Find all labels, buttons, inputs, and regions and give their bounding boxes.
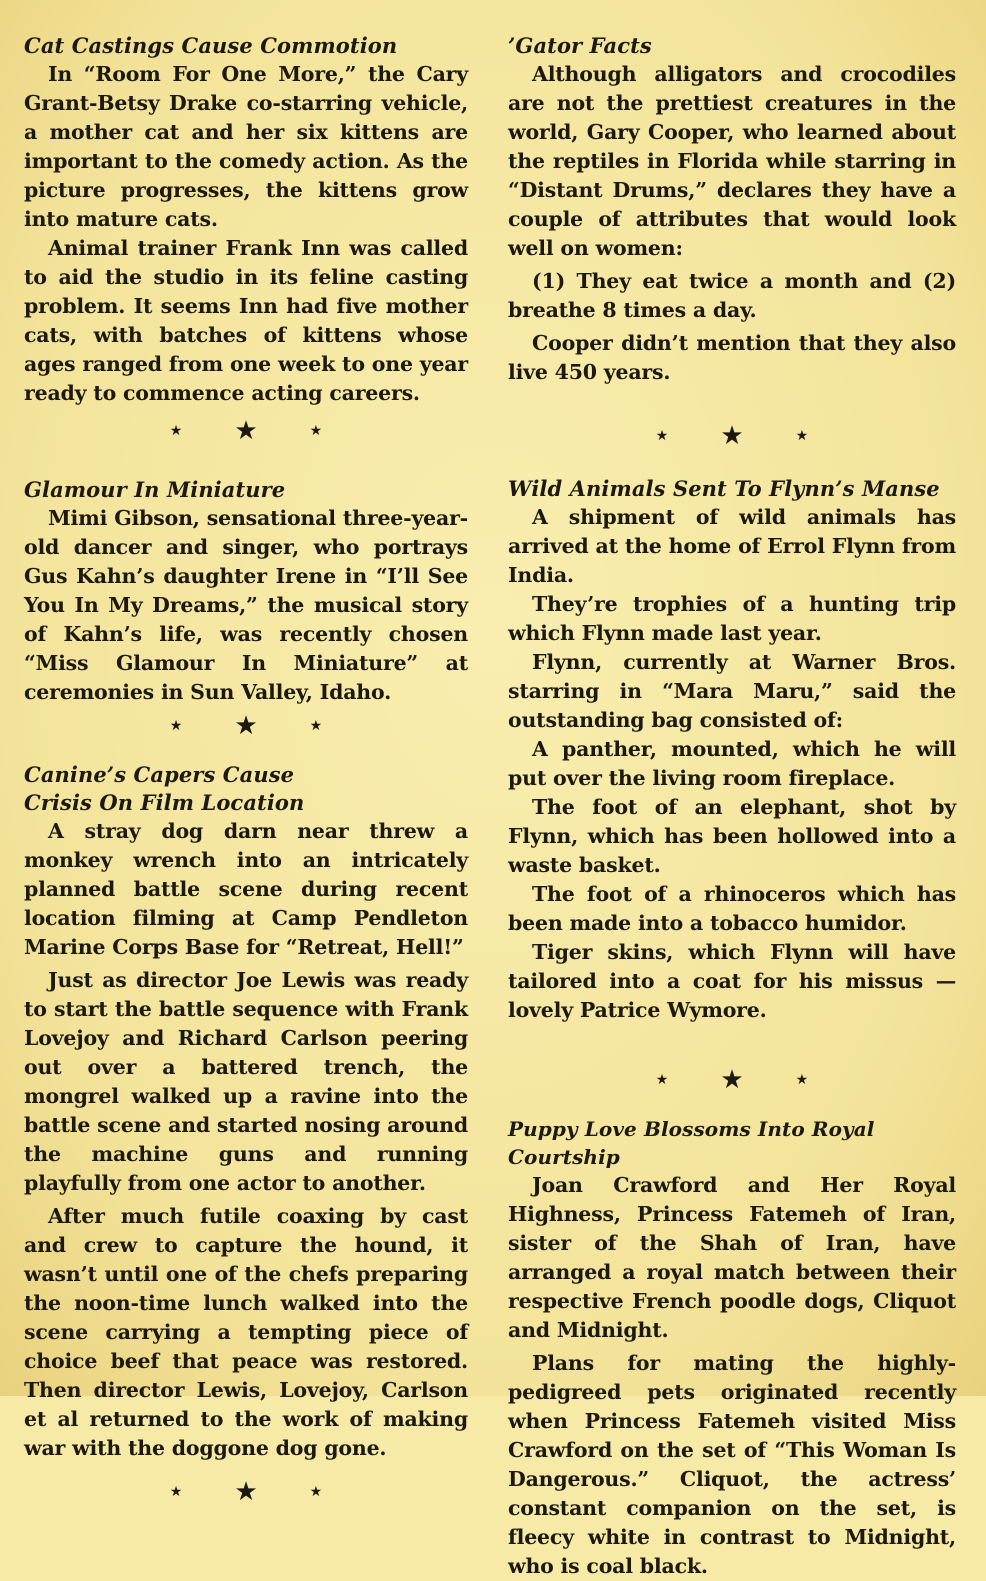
paragraph: The foot of an elephant, shot by Flynn, which has been hollowed into a waste basket. (508, 795, 956, 877)
paragraph: Although alligators and crocodiles are not the prettiest creatures in the world, Gary Cooper, who learned about the reptiles in Florida while starring in “Distant Drums,” declares they have a couple of attributes that would look well on women: (508, 62, 956, 260)
star-icon: ★ (234, 416, 258, 446)
paragraph: Plans for mating the highly-pedigreed pets originated recently when Princess Fatemeh visited Miss Crawford on the set of “This Woman Is Dangerous.” Cliquot, the actress’ constant companion on the set, is fleecy white in contrast to Midnight, who is coal black. (508, 1351, 956, 1578)
headline: Cat Castings Cause Commotion (24, 33, 398, 58)
star-icon: ★ (169, 1484, 183, 1500)
paragraph: They’re trophies of a hunting trip which Flynn made last year. (508, 592, 956, 645)
left-column (24, 32, 468, 1509)
paragraph: Cooper didn’t mention that they also live 450 years. (508, 331, 956, 384)
headline: Wild Animals Sent To Flynn’s Manse (508, 476, 940, 501)
paragraph: A shipment of wild animals has arrived at the home of Errol Flynn from India. (508, 505, 956, 587)
article-canine-capers (24, 761, 468, 1463)
paragraph: A panther, mounted, which he will put over the living room fireplace. (508, 737, 956, 790)
star-icon: ★ (655, 1072, 669, 1088)
star-icon: ★ (720, 421, 744, 451)
paragraph: (1) They eat twice a month and (2) breathe 8 times a day. (508, 269, 956, 322)
paragraph: After much futile coaxing by cast and crew to capture the hound, it wasn’t until one of the chefs preparing the noon-time lunch walked into the scene carrying a tempting piece of choice beef that peace was restored. Then director Lewis, Lovejoy, Carlson et al returned to the work of making war with the doggone dog gone. (24, 1204, 468, 1460)
star-icon: ★ (309, 718, 323, 734)
star-divider (24, 711, 468, 743)
paragraph: A stray dog darn near threw a monkey wrench into an intricately planned battle scene during recent location filming at Camp Pendleton Marine Corps Base for “Retreat, Hell!” (24, 819, 468, 959)
star-icon: ★ (655, 428, 669, 444)
star-icon: ★ (169, 718, 183, 734)
article-gator-facts (508, 32, 956, 387)
headline: Canine’s Capers Cause Crisis On Film Location (24, 762, 305, 815)
headline: Puppy Love Blossoms Into Royal Courtship (508, 1117, 875, 1169)
star-divider (508, 421, 956, 453)
star-divider (24, 416, 468, 448)
paragraph: Mimi Gibson, sensational three-year-old dancer and singer, who portrays Gus Kahn’s daughter Irene in “I’ll See You In My Dreams,” the musical story of Kahn’s life, was recently chosen “Miss Glamour In Miniature” at ceremonies in Sun Valley, Idaho. (24, 506, 468, 704)
star-divider (24, 1477, 468, 1509)
article-wild-animals (508, 475, 956, 1025)
paragraph: Tiger skins, which Flynn will have tailored into a coat for his missus — lovely Patrice Wymore. (508, 940, 956, 1022)
headline: Glamour In Miniature (24, 477, 286, 502)
star-icon: ★ (169, 423, 183, 439)
article-cat-castings (24, 32, 468, 408)
paragraph: The foot of a rhinoceros which has been made into a tobacco humidor. (508, 882, 956, 935)
star-icon: ★ (309, 1484, 323, 1500)
paragraph: Joan Crawford and Her Royal Highness, Princess Fatemeh of Iran, sister of the Shah of Iran, have arranged a royal match between their respective French poodle dogs, Cliquot and Midnight. (508, 1173, 956, 1342)
star-divider (508, 1065, 956, 1097)
star-icon: ★ (309, 423, 323, 439)
star-icon: ★ (795, 1072, 809, 1088)
star-icon: ★ (720, 1065, 744, 1095)
paragraph: Flynn, currently at Warner Bros. starring in “Mara Maru,” said the outstanding bag consisted of: (508, 650, 956, 732)
star-icon: ★ (234, 711, 258, 741)
paragraph: Animal trainer Frank Inn was called to aid the studio in its feline casting problem. It seems Inn had five mother cats, with batches of kittens whose ages ranged from one week to one year ready to commence acting careers. (24, 236, 468, 405)
headline: ’Gator Facts (508, 33, 652, 58)
article-puppy-love (508, 1115, 956, 1581)
star-icon: ★ (234, 1477, 258, 1507)
article-glamour-miniature (24, 476, 468, 707)
paragraph: Just as director Joe Lewis was ready to start the battle sequence with Frank Lovejoy and Richard Carlson peering out over a battered trench, the mongrel walked up a ravine into the battle scene and started nosing around the machine guns and running playfully from one actor to another. (24, 968, 468, 1195)
right-column (508, 32, 956, 1581)
star-icon: ★ (795, 428, 809, 444)
paragraph: In “Room For One More,” the Cary Grant-Betsy Drake co-starring vehicle, a mother cat and her six kittens are important to the comedy action. As the picture progresses, the kittens grow into mature cats. (24, 62, 468, 231)
